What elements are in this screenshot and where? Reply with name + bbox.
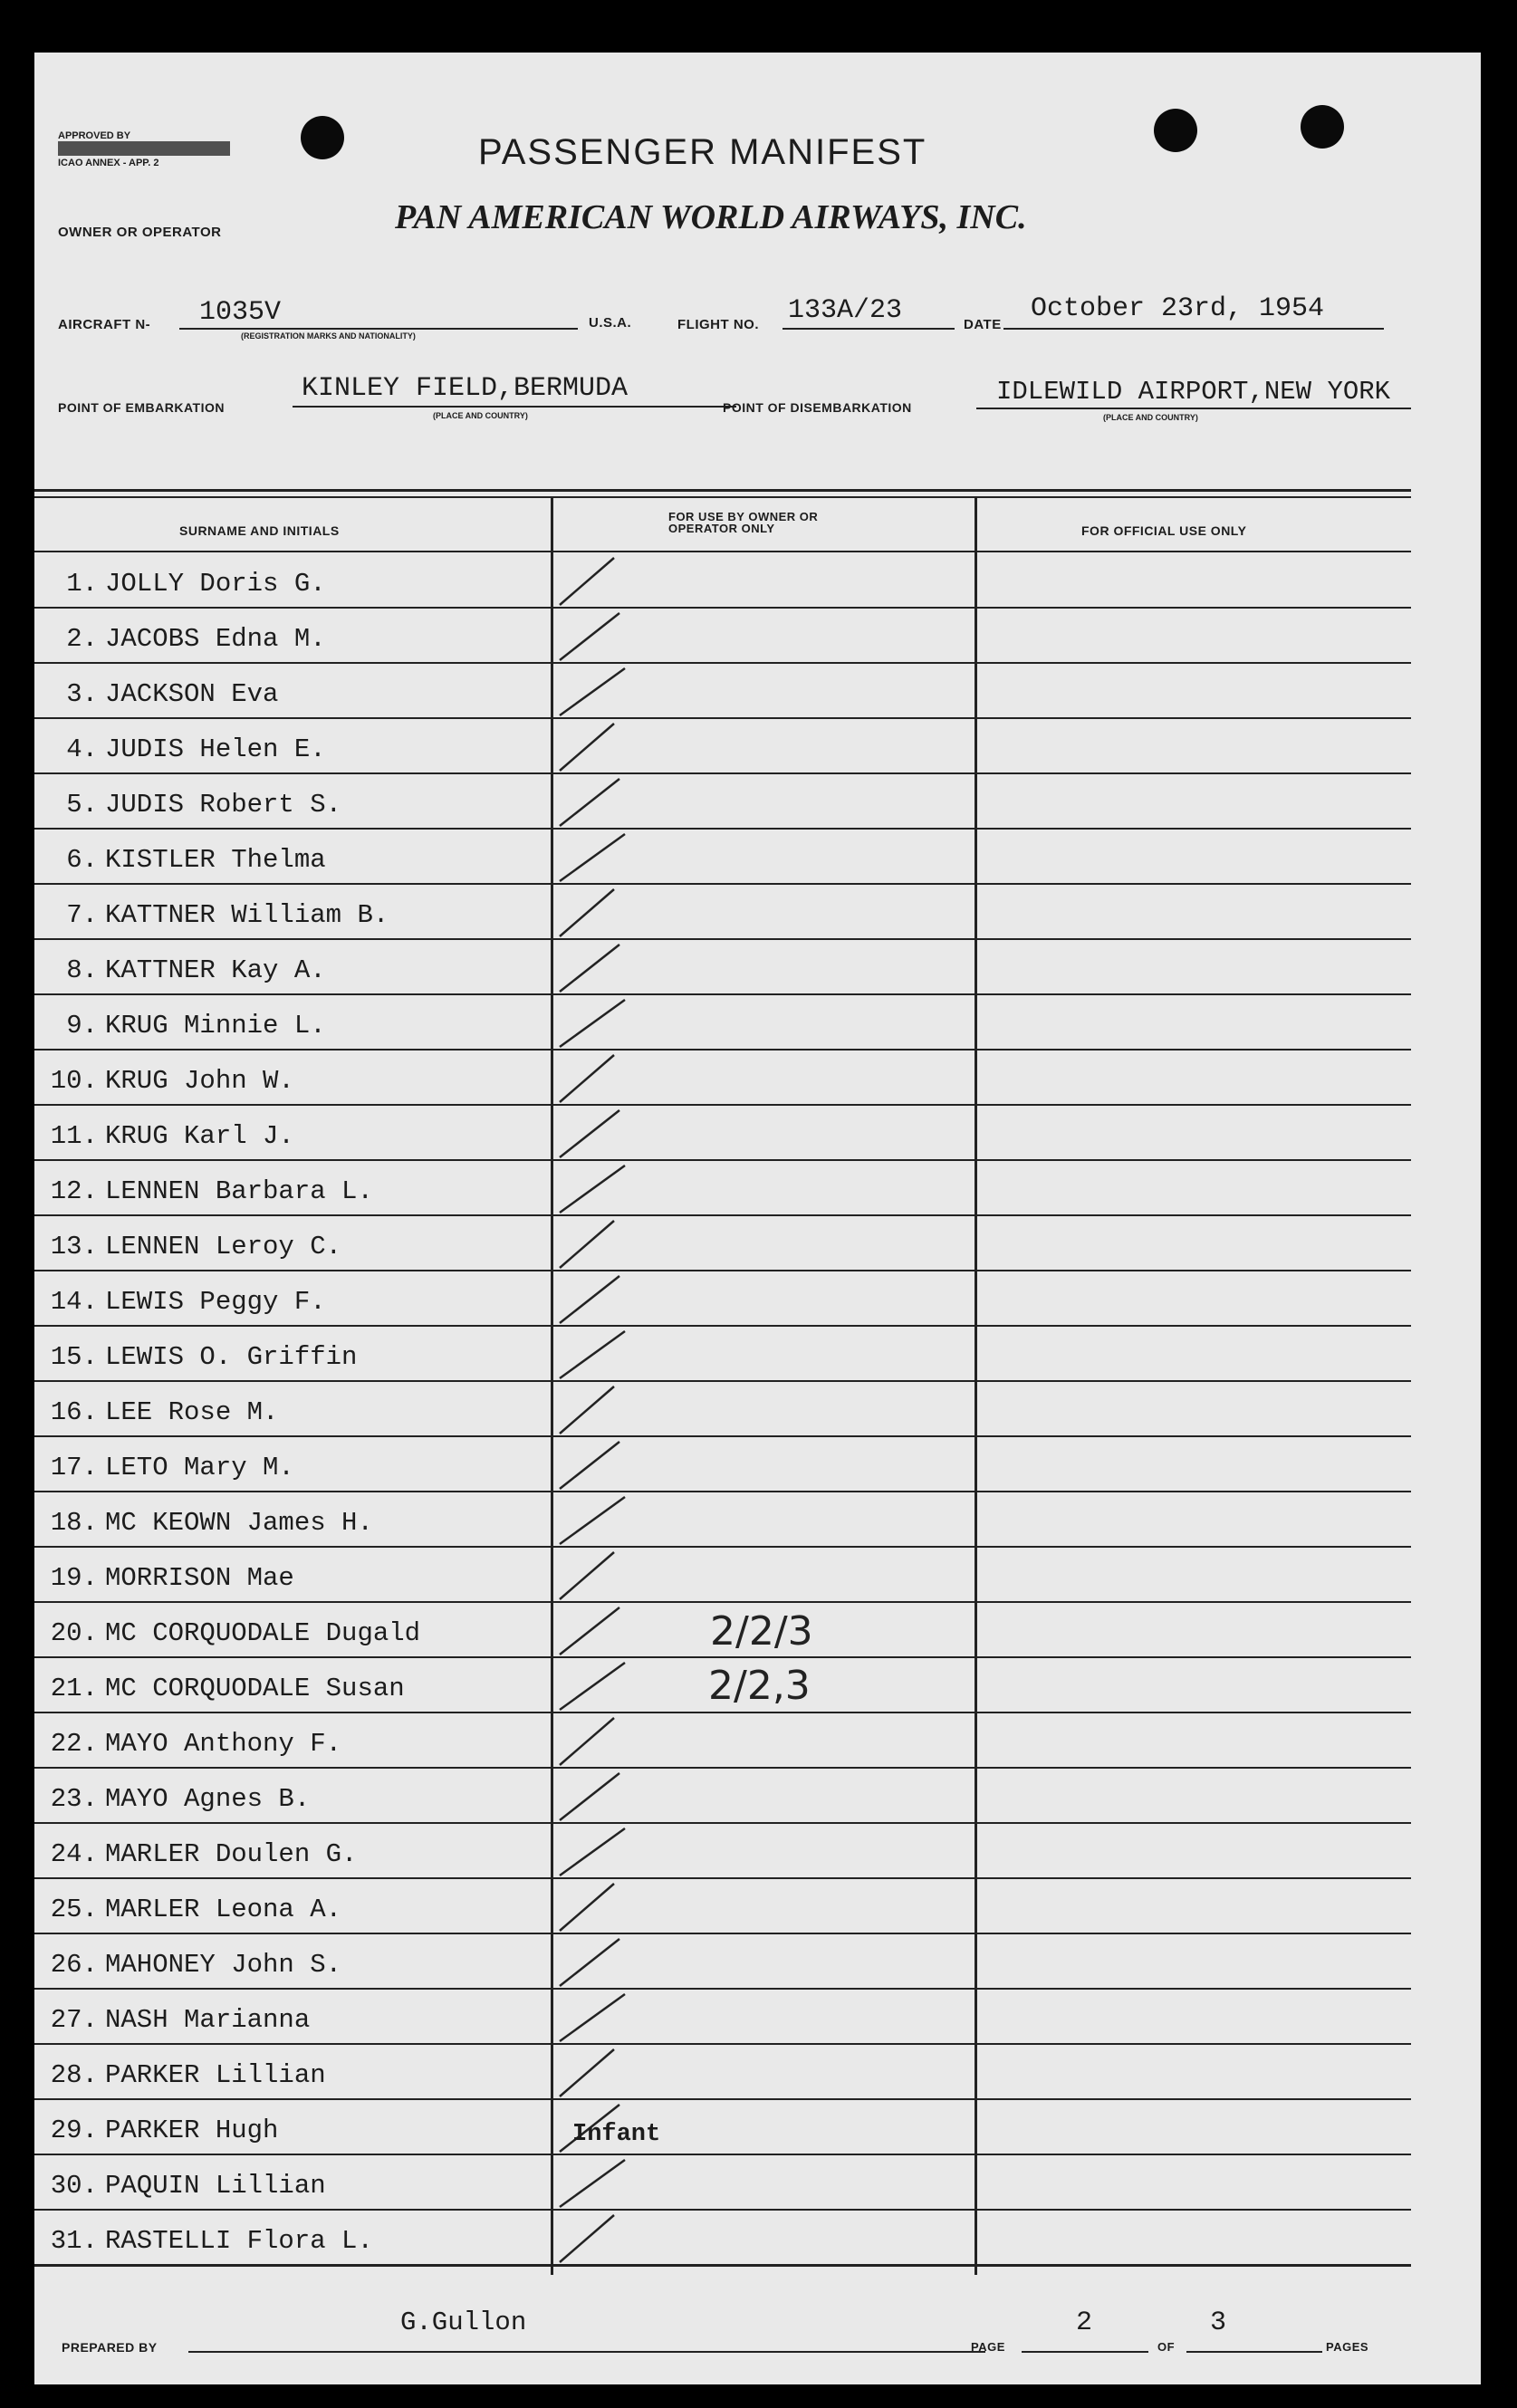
pages-value: 3 xyxy=(1210,2307,1227,2338)
owner-label: OWNER OR OPERATOR xyxy=(58,225,222,240)
row-number: 29. xyxy=(50,2115,98,2145)
row-number: 20. xyxy=(50,1618,98,1648)
passenger-name: JUDIS Helen E. xyxy=(105,734,326,764)
checkmark xyxy=(560,1607,619,1655)
row-number: 18. xyxy=(50,1508,98,1538)
checkmark xyxy=(560,1221,614,1268)
table-bottom-rule xyxy=(34,2264,1411,2267)
checkmark xyxy=(560,1442,619,1489)
airline-name: PAN AMERICAN WORLD AIRWAYS, INC. xyxy=(395,198,1027,236)
passenger-name: MARLER Doulen G. xyxy=(105,1839,358,1869)
row-number: 22. xyxy=(50,1729,98,1759)
passenger-name: LENNEN Leroy C. xyxy=(105,1232,342,1262)
checkmark xyxy=(560,2215,614,2262)
checkmark xyxy=(560,1663,625,1710)
aircraft-sublabel: (REGISTRATION MARKS AND NATIONALITY) xyxy=(241,331,416,341)
row-number: 2. xyxy=(66,624,98,654)
row-number: 27. xyxy=(50,2005,98,2035)
checkmark xyxy=(560,1166,625,1213)
disembark-label: POINT OF DISEMBARKATION xyxy=(723,400,912,415)
checkmark xyxy=(560,1939,619,1986)
row-number: 9. xyxy=(66,1011,98,1041)
checkmark xyxy=(560,1331,625,1378)
usa-label: U.S.A. xyxy=(589,315,632,331)
checkmark xyxy=(560,779,619,826)
passenger-name: PARKER Hugh xyxy=(105,2115,279,2145)
checkmark xyxy=(560,1055,614,1102)
row-number: 30. xyxy=(50,2171,98,2201)
checkmark xyxy=(560,1828,625,1876)
checkmark xyxy=(560,1994,625,2041)
row-number: 28. xyxy=(50,2060,98,2090)
row-number: 8. xyxy=(66,955,98,985)
checkmark xyxy=(560,1773,619,1820)
passenger-name: LETO Mary M. xyxy=(105,1453,294,1482)
prepared-by-label: PREPARED BY xyxy=(62,2340,158,2355)
row-number: 1. xyxy=(66,569,98,599)
passenger-name: JOLLY Doris G. xyxy=(105,569,326,599)
page-underline xyxy=(1022,2351,1148,2353)
annotation-row29: Infant xyxy=(572,2121,661,2148)
passenger-name: MAYO Agnes B. xyxy=(105,1784,311,1814)
row-number: 19. xyxy=(50,1563,98,1593)
passenger-name: RASTELLI Flora L. xyxy=(105,2226,373,2256)
flight-label: FLIGHT NO. xyxy=(677,317,759,332)
icao-note: ICAO ANNEX - APP. 2 xyxy=(58,158,159,168)
row-number: 14. xyxy=(50,1287,98,1317)
passenger-name: KRUG John W. xyxy=(105,1066,294,1096)
passenger-name: MORRISON Mae xyxy=(105,1563,294,1593)
prepared-underline xyxy=(188,2351,985,2353)
annotation-row20: 2/2/3 xyxy=(710,1608,813,1655)
row-number: 24. xyxy=(50,1839,98,1869)
disembark-value: IDLEWILD AIRPORT,NEW YORK xyxy=(996,377,1391,407)
row-number: 13. xyxy=(50,1232,98,1262)
row-number: 4. xyxy=(66,734,98,764)
embark-value: KINLEY FIELD,BERMUDA xyxy=(302,373,629,404)
checkmarks xyxy=(34,53,1481,2384)
passenger-name: KRUG Minnie L. xyxy=(105,1011,326,1041)
checkmark xyxy=(560,1000,625,1047)
checkmark xyxy=(560,1884,614,1931)
passenger-name: KISTLER Thelma xyxy=(105,845,326,875)
prepared-by-value: G.Gullon xyxy=(400,2307,527,2337)
passenger-name: KRUG Karl J. xyxy=(105,1121,294,1151)
col-header-official-use: FOR OFFICIAL USE ONLY xyxy=(1081,523,1247,538)
checkmark xyxy=(560,1386,614,1434)
passenger-name: MAHONEY John S. xyxy=(105,1950,342,1980)
page-label: PAGE xyxy=(971,2340,1005,2354)
passenger-name: NASH Marianna xyxy=(105,2005,311,2035)
col-header-owner-use: FOR USE BY OWNER OR OPERATOR ONLY xyxy=(668,510,819,535)
passenger-name: LEWIS O. Griffin xyxy=(105,1342,358,1372)
row-number: 3. xyxy=(66,679,98,709)
passenger-name: JACOBS Edna M. xyxy=(105,624,326,654)
disembark-sublabel: (PLACE AND COUNTRY) xyxy=(1103,413,1198,422)
passenger-name: LEE Rose M. xyxy=(105,1397,279,1427)
aircraft-value: 1035V xyxy=(199,297,282,328)
row-number: 15. xyxy=(50,1342,98,1372)
embark-sublabel: (PLACE AND COUNTRY) xyxy=(433,411,528,420)
passenger-name: LEWIS Peggy F. xyxy=(105,1287,326,1317)
passenger-name: LENNEN Barbara L. xyxy=(105,1176,373,1206)
checkmark xyxy=(560,1497,625,1544)
passenger-name: JACKSON Eva xyxy=(105,679,279,709)
passenger-name: MC KEOWN James H. xyxy=(105,1508,373,1538)
row-number: 23. xyxy=(50,1784,98,1814)
page-value: 2 xyxy=(1076,2307,1093,2338)
aircraft-label: AIRCRAFT N- xyxy=(58,317,151,332)
checkmark xyxy=(560,945,619,992)
annotation-row21: 2/2,3 xyxy=(708,1663,811,1709)
row-number: 5. xyxy=(66,790,98,820)
passenger-name: JUDIS Robert S. xyxy=(105,790,342,820)
row-number: 21. xyxy=(50,1674,98,1703)
row-number: 17. xyxy=(50,1453,98,1482)
passenger-name: MAYO Anthony F. xyxy=(105,1729,342,1759)
checkmark xyxy=(560,1276,619,1323)
row-number: 7. xyxy=(66,900,98,930)
checkmark xyxy=(560,889,614,936)
row-number: 25. xyxy=(50,1895,98,1924)
col-header-names: SURNAME AND INITIALS xyxy=(179,523,340,538)
checkmark xyxy=(560,1552,614,1599)
passenger-name: KATTNER William B. xyxy=(105,900,389,930)
row-number: 31. xyxy=(50,2226,98,2256)
pages-label: PAGES xyxy=(1326,2340,1369,2354)
checkmark xyxy=(560,613,619,660)
checkmark xyxy=(560,2049,614,2096)
passenger-name: MC CORQUODALE Dugald xyxy=(105,1618,421,1648)
manifest-page xyxy=(34,53,1481,2384)
passenger-name: MC CORQUODALE Susan xyxy=(105,1674,405,1703)
passenger-name: MARLER Leona A. xyxy=(105,1895,342,1924)
date-value: October 23rd, 1954 xyxy=(1031,293,1325,324)
row-number: 12. xyxy=(50,1176,98,1206)
checkmark xyxy=(560,834,625,881)
checkmark xyxy=(560,2160,625,2207)
checkmark xyxy=(560,1718,614,1765)
checkmark xyxy=(560,558,614,605)
embark-label: POINT OF EMBARKATION xyxy=(58,400,225,415)
date-label: DATE xyxy=(964,317,1002,332)
row-number: 10. xyxy=(50,1066,98,1096)
row-number: 16. xyxy=(50,1397,98,1427)
flight-value: 133A/23 xyxy=(788,295,903,326)
row-number: 11. xyxy=(50,1121,98,1151)
of-label: OF xyxy=(1157,2340,1176,2354)
approved-stamp: APPROVED BY xyxy=(58,130,131,141)
passenger-name: PAQUIN Lillian xyxy=(105,2171,326,2201)
row-number: 6. xyxy=(66,845,98,875)
checkmark xyxy=(560,668,625,715)
passenger-name: KATTNER Kay A. xyxy=(105,955,326,985)
passenger-name: PARKER Lillian xyxy=(105,2060,326,2090)
page-title: PASSENGER MANIFEST xyxy=(478,132,927,172)
checkmark xyxy=(560,1110,619,1157)
row-number: 26. xyxy=(50,1950,98,1980)
checkmark xyxy=(560,724,614,771)
pages-underline xyxy=(1186,2351,1322,2353)
